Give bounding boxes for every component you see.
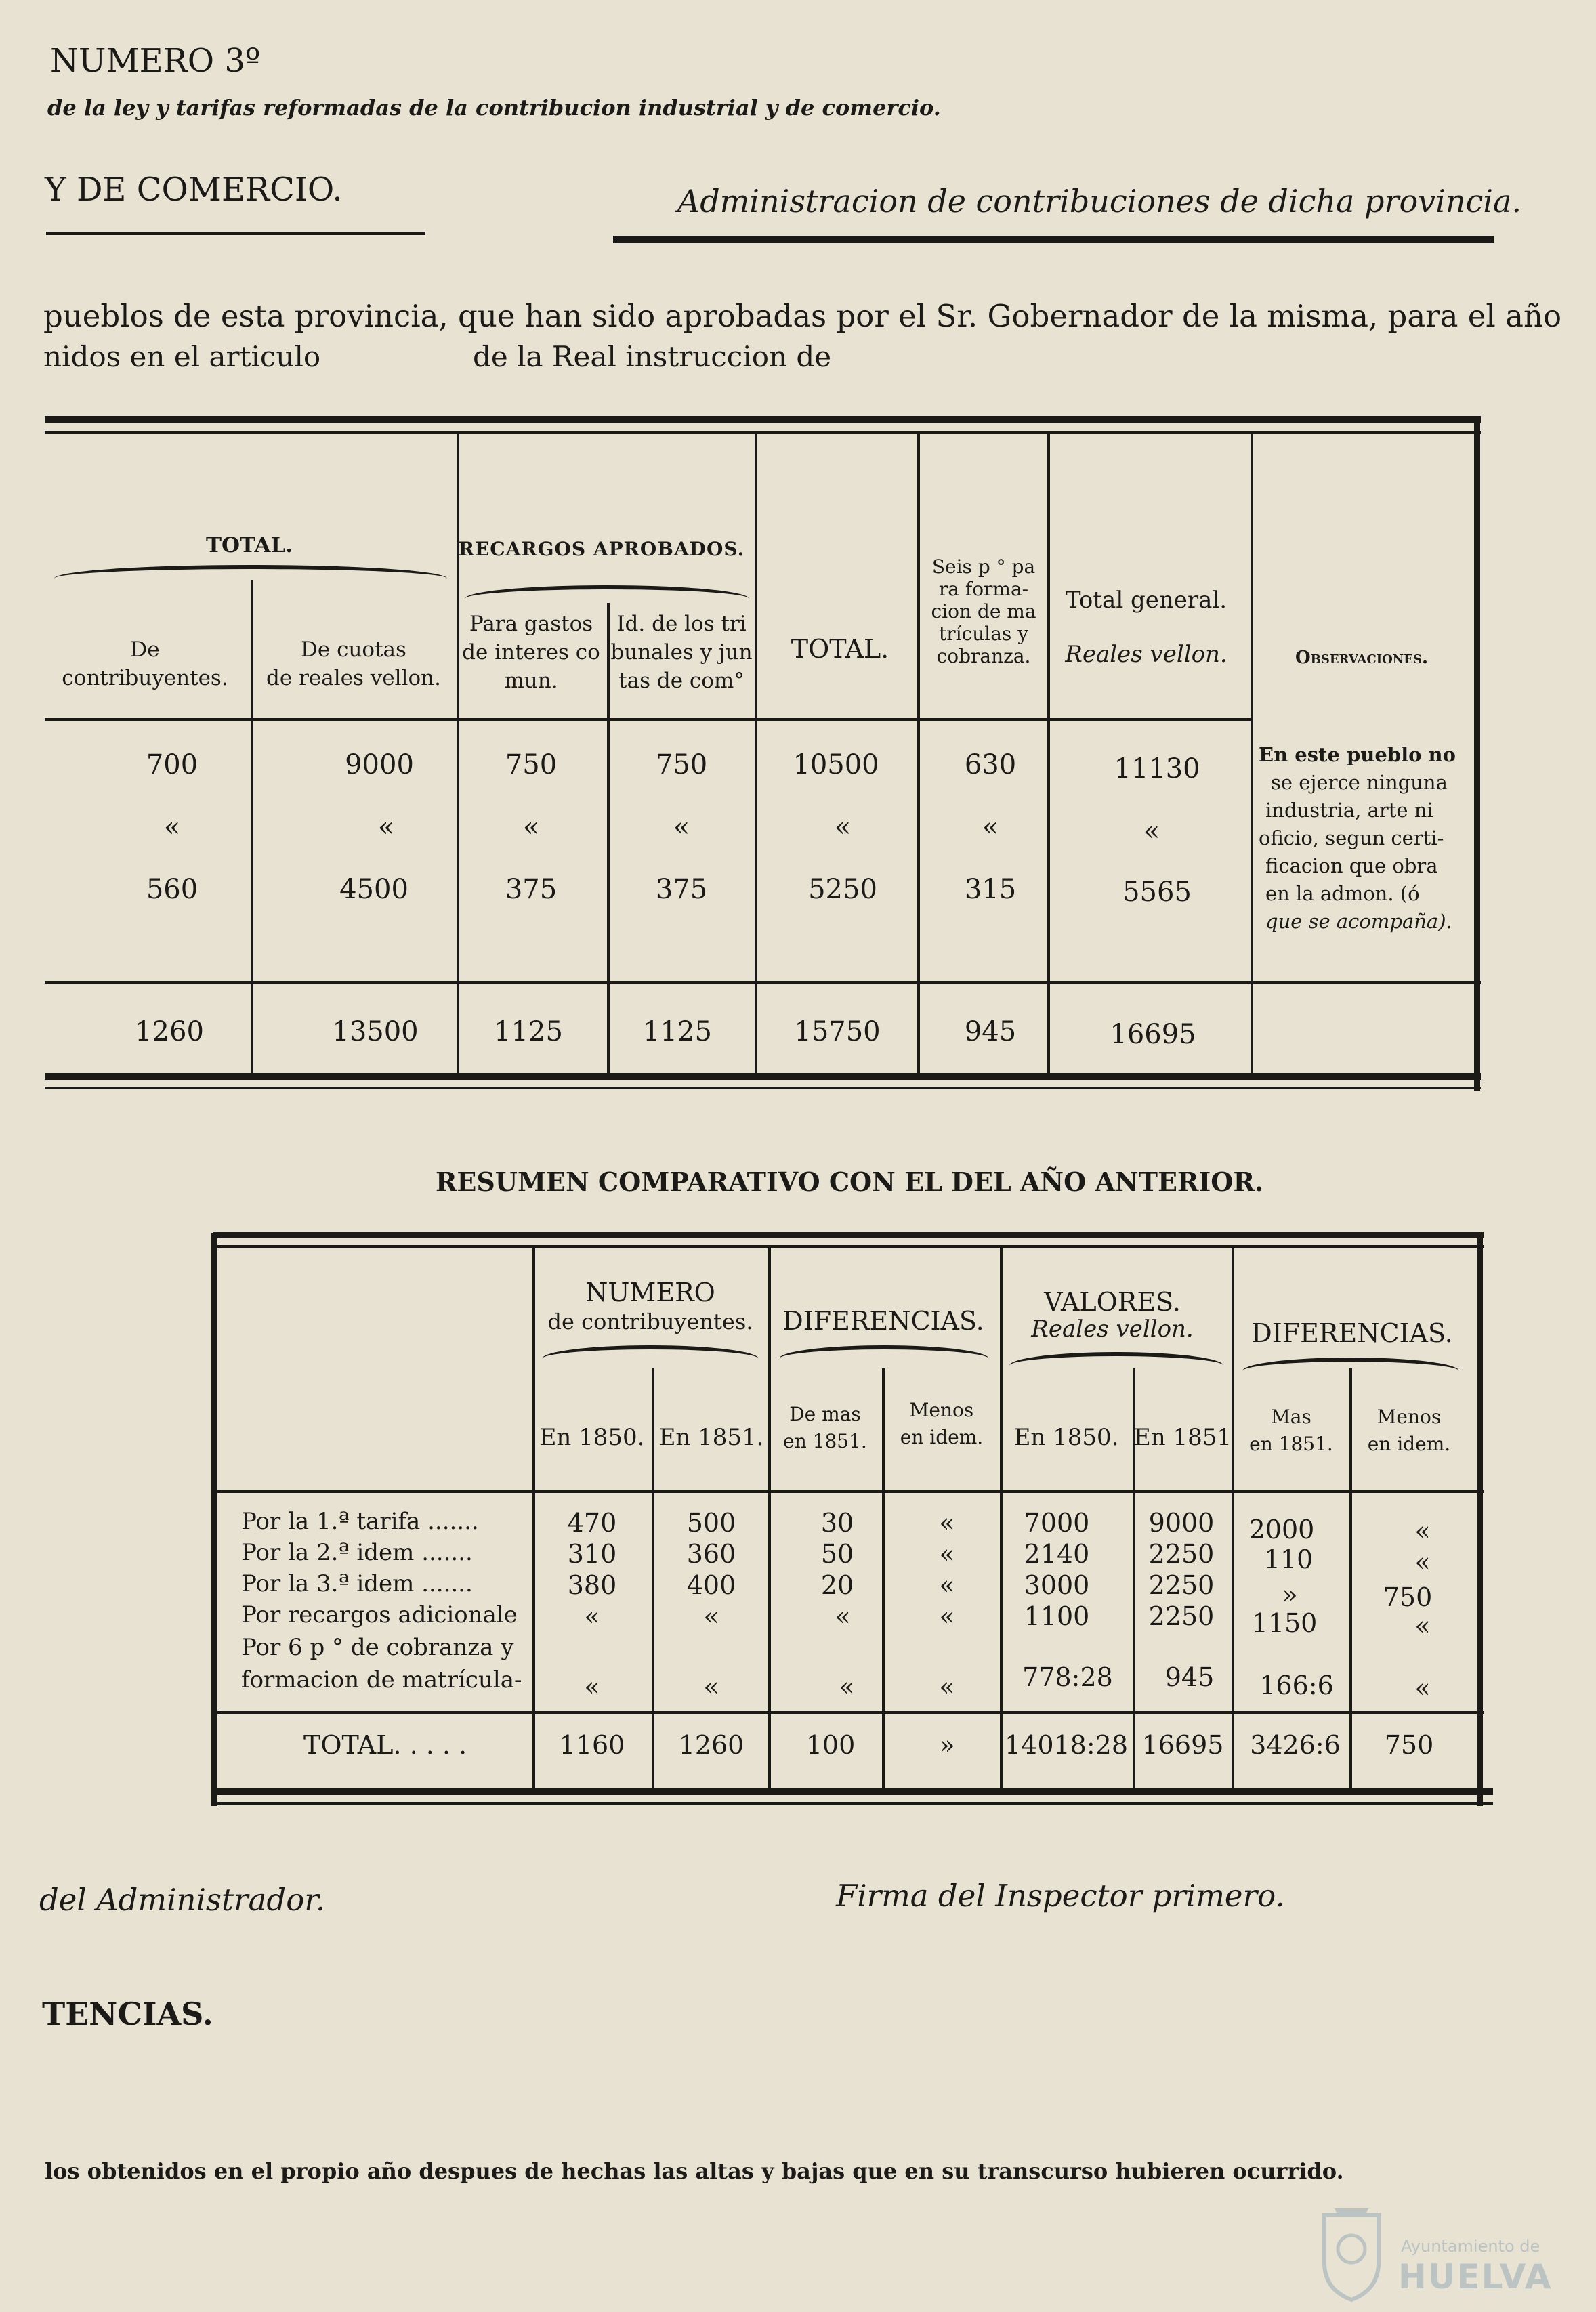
- t2-cell: «: [835, 1601, 851, 1631]
- t1-total-cell: 1260: [135, 1016, 204, 1047]
- table2-sum-rule: [213, 1711, 1484, 1714]
- t2-cell: 500: [686, 1508, 736, 1538]
- t1-cell: 4500: [339, 874, 408, 905]
- table2-bottom-rule-2: [213, 1802, 1493, 1805]
- t2-total-cell: 14018:28: [1004, 1730, 1129, 1760]
- t2-cell: 1100: [1024, 1601, 1090, 1631]
- t2-row-label: formacion de matrícula-: [241, 1666, 522, 1694]
- table1-top-rule-2: [45, 431, 1481, 434]
- t1-total-cell: 1125: [494, 1016, 563, 1047]
- t2-row-label: Por la 2.ª idem .......: [241, 1539, 473, 1566]
- t1-cell: 5565: [1122, 877, 1192, 908]
- footer-note: los obtenidos en el propio año despues de hechas las altas y bajas que en su transcurso hubieren ocurrido.: [45, 2158, 1344, 2184]
- t1-cell: 375: [505, 874, 558, 905]
- t1-recargos-group-header: RECARGOS APROBADOS.: [458, 538, 745, 560]
- t1-cell: 630: [964, 749, 1017, 780]
- t1-tribunales-header: Id. de los tri bunales y jun tas de com°: [610, 612, 753, 693]
- t1-gastos-header: Para gastos de interes co mun.: [462, 612, 600, 693]
- t1-cell: «: [163, 812, 181, 843]
- summary-title: RESUMEN COMPARATIVO CON EL DEL AÑO ANTERIOR.: [435, 1166, 1264, 1197]
- t2-cell: 3000: [1024, 1570, 1090, 1600]
- t2-cell: 750: [1383, 1582, 1433, 1612]
- t1-cell: «: [522, 812, 540, 843]
- t1-total-brace: [54, 565, 447, 579]
- t2-row-label: Por recargos adicionale: [241, 1601, 518, 1628]
- t1-total-group-header: TOTAL.: [205, 533, 293, 558]
- t2-cell: «: [939, 1570, 955, 1600]
- t1-cell: 315: [964, 874, 1017, 905]
- t2-valores-sub: Reales vellon.: [1031, 1316, 1194, 1343]
- t1-observation-note: En este pueblo no se ejerce ninguna industria, arte ni oficio, segun certi- ficacion que obra en la admon. (ó que se acompaña).: [1259, 743, 1456, 933]
- t2-row-2: [0, 1539, 1596, 1577]
- t2-valores-header: VALORES.: [1044, 1287, 1181, 1317]
- t2-cell: 310: [567, 1539, 617, 1569]
- t1-general-header: Total general.: [1065, 587, 1227, 614]
- table2-top-rule-2: [213, 1245, 1484, 1248]
- t1-recargos-brace: [465, 585, 749, 599]
- t2-total-label: TOTAL. . . . .: [303, 1730, 467, 1760]
- t2-cell: «: [1414, 1547, 1431, 1577]
- t2-cell: »: [1282, 1580, 1298, 1610]
- t2-row-label: Por la 3.ª idem .......: [241, 1570, 473, 1597]
- t1-col-div: [1251, 434, 1253, 1078]
- t2-row-label: Por la 1.ª tarifa .......: [241, 1508, 479, 1535]
- table2-bottom-rule: [213, 1788, 1493, 1795]
- table1-top-rule: [45, 416, 1481, 423]
- t2-cell: «: [703, 1601, 719, 1631]
- t2-cell: «: [939, 1672, 955, 1702]
- table2-top-rule: [213, 1232, 1484, 1238]
- t1-total-cell: 13500: [332, 1016, 419, 1047]
- intro-line-2b: de la Real instruccion de: [473, 340, 832, 373]
- t1-cell: «: [377, 812, 395, 843]
- t2-cell: «: [1414, 1516, 1431, 1546]
- t2-totals-row: [0, 1730, 1596, 1764]
- t2-menos-header: Menos en idem.: [900, 1399, 984, 1448]
- t2-total-cell: 750: [1384, 1730, 1434, 1760]
- table1-bottom-rule-2: [45, 1087, 1481, 1089]
- t1-col-div: [607, 603, 610, 1078]
- t1-total-cell: 945: [964, 1016, 1017, 1047]
- t1-total-cell: 1125: [643, 1016, 712, 1047]
- t2-en1850-header: En 1850.: [539, 1424, 645, 1451]
- coat-of-arms-icon: [1314, 2202, 1389, 2303]
- t1-seis-header: Seis p ° pa ra forma- cion de ma trículas y cobranza.: [931, 555, 1036, 667]
- t2-valores-brace: [1009, 1352, 1223, 1366]
- t2-vmenos-header: Menos en idem.: [1367, 1406, 1451, 1455]
- t1-col-div: [917, 434, 920, 1078]
- t2-dif2-brace: [1242, 1358, 1459, 1371]
- t2-numero-brace: [542, 1345, 759, 1359]
- t2-row-1: [0, 1508, 1596, 1546]
- t2-dif1-brace: [779, 1345, 989, 1359]
- t2-cell: 380: [567, 1570, 617, 1600]
- t1-cell: «: [1143, 816, 1160, 847]
- table1-right-border: [1474, 420, 1480, 1091]
- t2-numero-header: NUMERO: [585, 1278, 715, 1307]
- t1-cell: 9000: [345, 749, 414, 780]
- table1-header-rule: [45, 718, 1251, 721]
- t1-cell: 750: [655, 749, 708, 780]
- t1-total-cell: 16695: [1110, 1019, 1196, 1050]
- t1-cell: 10500: [793, 749, 879, 780]
- right-title-rule: [613, 236, 1494, 243]
- t2-numero-sub: de contribuyentes.: [547, 1309, 753, 1334]
- t2-cell: 110: [1263, 1544, 1314, 1574]
- t2-cell: 778:28: [1022, 1662, 1113, 1692]
- t2-cell: 7000: [1024, 1508, 1090, 1538]
- t2-en1851-header: En 1851.: [658, 1424, 764, 1451]
- t2-cell: 470: [567, 1508, 617, 1538]
- watermark-line1: Ayuntamiento de: [1401, 2237, 1540, 2256]
- t1-contrib-header: De contribuyentes.: [62, 637, 228, 690]
- t2-total-cell: »: [939, 1730, 955, 1760]
- t1-col-div: [1047, 434, 1050, 1078]
- t1-cell: 750: [505, 749, 558, 780]
- t2-cell: 400: [686, 1570, 736, 1600]
- t2-cell: 2000: [1248, 1515, 1315, 1544]
- t2-cell: «: [1414, 1673, 1431, 1703]
- watermark-line2: HUELVA: [1398, 2257, 1553, 2296]
- t2-cell: 2250: [1148, 1601, 1215, 1631]
- t1-cell: 560: [146, 874, 198, 905]
- t2-cell: 945: [1164, 1662, 1215, 1692]
- t2-cell: 166:6: [1259, 1670, 1334, 1700]
- t2-demas-header: De mas en 1851.: [783, 1403, 867, 1452]
- t2-row-label: Por 6 p ° de cobranza y: [241, 1634, 514, 1661]
- left-title: Y DE COMERCIO.: [45, 171, 343, 209]
- t2-dif2-header: DIFERENCIAS.: [1251, 1318, 1453, 1348]
- t1-cell: 11130: [1114, 753, 1200, 784]
- t2-cell: 360: [686, 1539, 736, 1569]
- t1-cell: 5250: [808, 874, 877, 905]
- t2-v1850-header: En 1850.: [1013, 1424, 1119, 1451]
- t1-cell: «: [834, 812, 852, 843]
- t1-col-div: [755, 434, 757, 1078]
- t1-col-div: [251, 580, 253, 1078]
- t2-cell: «: [584, 1601, 600, 1631]
- table1-sum-rule: [45, 981, 1481, 984]
- t2-cell: «: [939, 1601, 955, 1631]
- t1-cell: «: [982, 812, 999, 843]
- t2-cell: 30: [820, 1508, 854, 1538]
- t2-cell: 20: [820, 1570, 854, 1600]
- huelva-watermark: [1314, 2195, 1558, 2310]
- t2-row-3: [0, 1570, 1596, 1612]
- t2-cell: 1150: [1251, 1608, 1318, 1638]
- law-subtitle: de la ley y tarifas reformadas de la contribucion industrial y de comercio.: [47, 95, 941, 121]
- table1-bottom-rule: [45, 1073, 1481, 1080]
- t2-dif1-header: DIFERENCIAS.: [782, 1306, 984, 1336]
- t1-cuotas-header: De cuotas de reales vellon.: [266, 637, 441, 690]
- right-title: Administracion de contribuciones de dicha provincia.: [677, 183, 1521, 219]
- t2-total-cell: 1160: [559, 1730, 625, 1760]
- t2-cell: 50: [820, 1539, 854, 1569]
- t2-row-6: [0, 1662, 1596, 1703]
- t1-cell: «: [673, 812, 690, 843]
- t1-general-unit: Reales vellon.: [1065, 641, 1227, 668]
- intro-line-1: pueblos de esta provincia, que han sido aprobadas por el Sr. Gobernador de la misma, para el año: [43, 298, 1562, 334]
- t2-cell: «: [939, 1508, 955, 1538]
- intro-line-2a: nidos en el articulo: [43, 340, 321, 373]
- t2-cell: «: [839, 1672, 855, 1702]
- t2-row-4: [0, 1601, 1596, 1641]
- t2-row-5: [0, 1634, 1596, 1665]
- t2-total-cell: 1260: [678, 1730, 744, 1760]
- t2-cell: «: [703, 1672, 719, 1702]
- tencias-heading: TENCIAS.: [42, 1996, 213, 2032]
- t2-total-cell: 16695: [1141, 1730, 1224, 1760]
- left-title-rule: [46, 232, 425, 235]
- t2-mas-header: Mas en 1851.: [1249, 1406, 1333, 1455]
- t1-total-cell: 15750: [794, 1016, 881, 1047]
- t1-obs-header: Observaciones.: [1295, 648, 1429, 668]
- t2-cell: «: [584, 1672, 600, 1702]
- t1-cell: 700: [146, 749, 198, 780]
- inspector-signature: Firma del Inspector primero.: [836, 1878, 1285, 1914]
- document-number: NUMERO 3º: [50, 42, 261, 80]
- t1-cell: 375: [655, 874, 708, 905]
- t1-col-div: [457, 434, 459, 1078]
- t2-cell: 2250: [1148, 1539, 1215, 1569]
- t2-v1851-header: En 1851: [1133, 1424, 1232, 1451]
- t2-cell: 2250: [1148, 1570, 1215, 1600]
- t2-cell: 9000: [1148, 1508, 1215, 1538]
- t2-cell: «: [1414, 1611, 1431, 1641]
- t2-cell: 2140: [1024, 1539, 1090, 1569]
- t2-cell: «: [939, 1539, 955, 1569]
- t2-total-cell: 3426:6: [1250, 1730, 1341, 1760]
- t2-total-cell: 100: [805, 1730, 856, 1760]
- t1-total2-header: TOTAL.: [791, 634, 889, 664]
- administrator-signature: del Administrador.: [39, 1882, 326, 1918]
- table2-header-rule: [213, 1490, 1484, 1493]
